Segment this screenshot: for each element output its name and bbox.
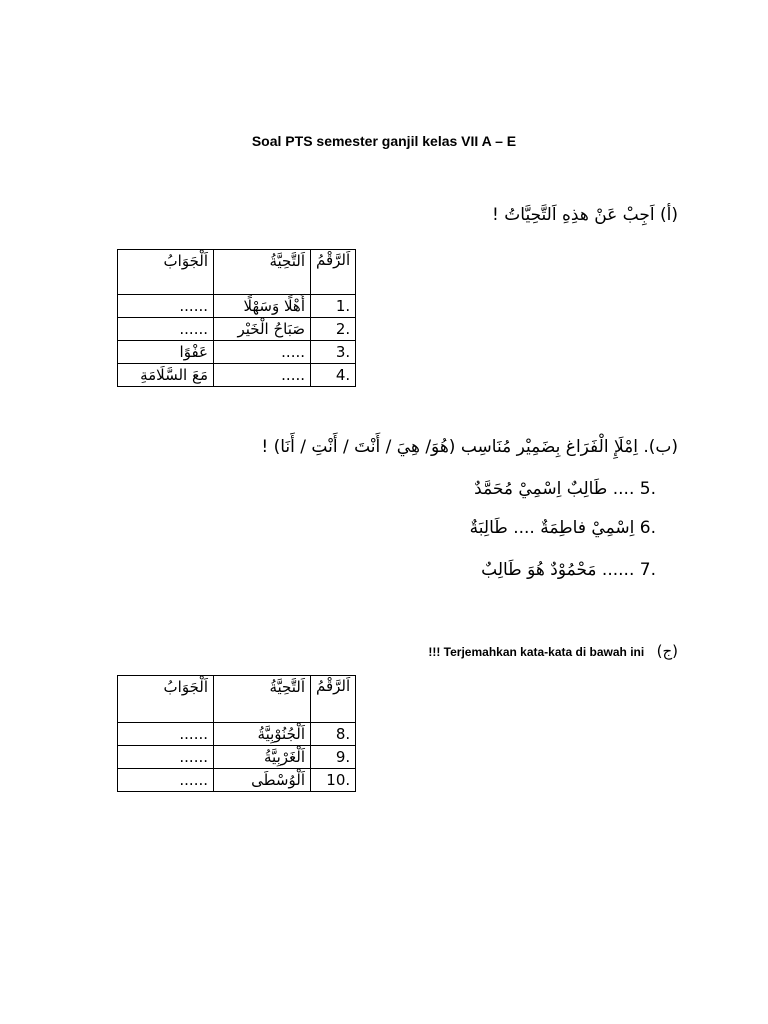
- table-row: [118, 723, 356, 746]
- row-greeting: صَبَاحُ الْخَيْر: [214, 318, 311, 341]
- table-header-row: [118, 676, 356, 723]
- row-word: اَلْوُسْطَى: [214, 769, 311, 792]
- row-answer[interactable]: ......: [118, 318, 214, 341]
- header-answer: اَلْجَوَابُ: [118, 250, 214, 295]
- row-greeting: أَهْلًا وَسَهْلًا: [214, 295, 311, 318]
- section-a-instruction: (أ) اَجِبْ عَنْ هذِهِ اَلتَّحِيَّاتُ !: [492, 205, 678, 225]
- section-c-table: [117, 675, 356, 792]
- row-answer[interactable]: ......: [118, 769, 214, 792]
- section-b-item-6: .6 اِسْمِيْ فاطِمَةٌ .... طَالِبَةٌ: [469, 518, 656, 538]
- section-b-instruction: (ب). اِمْلَإِ الْفَرَاغ بِضَمِيْر مُنَاسِب (هُوَ/ هِيَ / أَنْتَ / أَنْتِ / أَنَا) !: [261, 437, 678, 457]
- table-row: [118, 769, 356, 792]
- page-title: Soal PTS semester ganjil kelas VII A – E: [251, 133, 517, 149]
- table-row: [118, 295, 356, 318]
- row-answer[interactable]: ......: [118, 723, 214, 746]
- section-c-instruction-line: [428, 642, 678, 660]
- table-row: [118, 341, 356, 364]
- row-answer: عَفْوًا: [118, 341, 214, 364]
- table-row: [118, 318, 356, 341]
- table-row: [118, 746, 356, 769]
- row-answer: مَعَ السَّلَامَةِ: [118, 364, 214, 387]
- header-greeting: اَلتَّحِيَّةُ: [214, 250, 311, 295]
- row-number: .9: [311, 746, 356, 769]
- row-number: .4: [311, 364, 356, 387]
- header-greeting: اَلتَّحِيَّةُ: [214, 676, 311, 723]
- section-b-item-7: .7 ...... مَحْمُوْدٌ هُوَ طَالِبٌ: [481, 560, 656, 580]
- row-word: اَلْغَرْبِيَّةُ: [214, 746, 311, 769]
- header-number: اَلرَّقْمُ: [311, 676, 356, 723]
- header-answer: اَلْجَوَابُ: [118, 676, 214, 723]
- row-word: اَلْجُنُوْبِيَّةُ: [214, 723, 311, 746]
- section-c-instruction: !!! Terjemahkan kata-kata di bawah ini: [428, 645, 645, 659]
- header-number: اَلرَّقْمُ: [311, 250, 356, 295]
- section-a-table: [117, 249, 356, 387]
- row-greeting[interactable]: .....: [214, 364, 311, 387]
- row-number: .10: [311, 769, 356, 792]
- section-b-item-5: .5 .... طَالِبٌ اِسْمِيْ مُحَمَّدٌ: [474, 479, 656, 499]
- row-number: .3: [311, 341, 356, 364]
- row-answer[interactable]: ......: [118, 746, 214, 769]
- row-number: .1: [311, 295, 356, 318]
- section-c-marker: (ج): [656, 642, 678, 660]
- row-number: .8: [311, 723, 356, 746]
- table-row: [118, 364, 356, 387]
- table-header-row: [118, 250, 356, 295]
- row-answer[interactable]: ......: [118, 295, 214, 318]
- row-greeting[interactable]: .....: [214, 341, 311, 364]
- row-number: .2: [311, 318, 356, 341]
